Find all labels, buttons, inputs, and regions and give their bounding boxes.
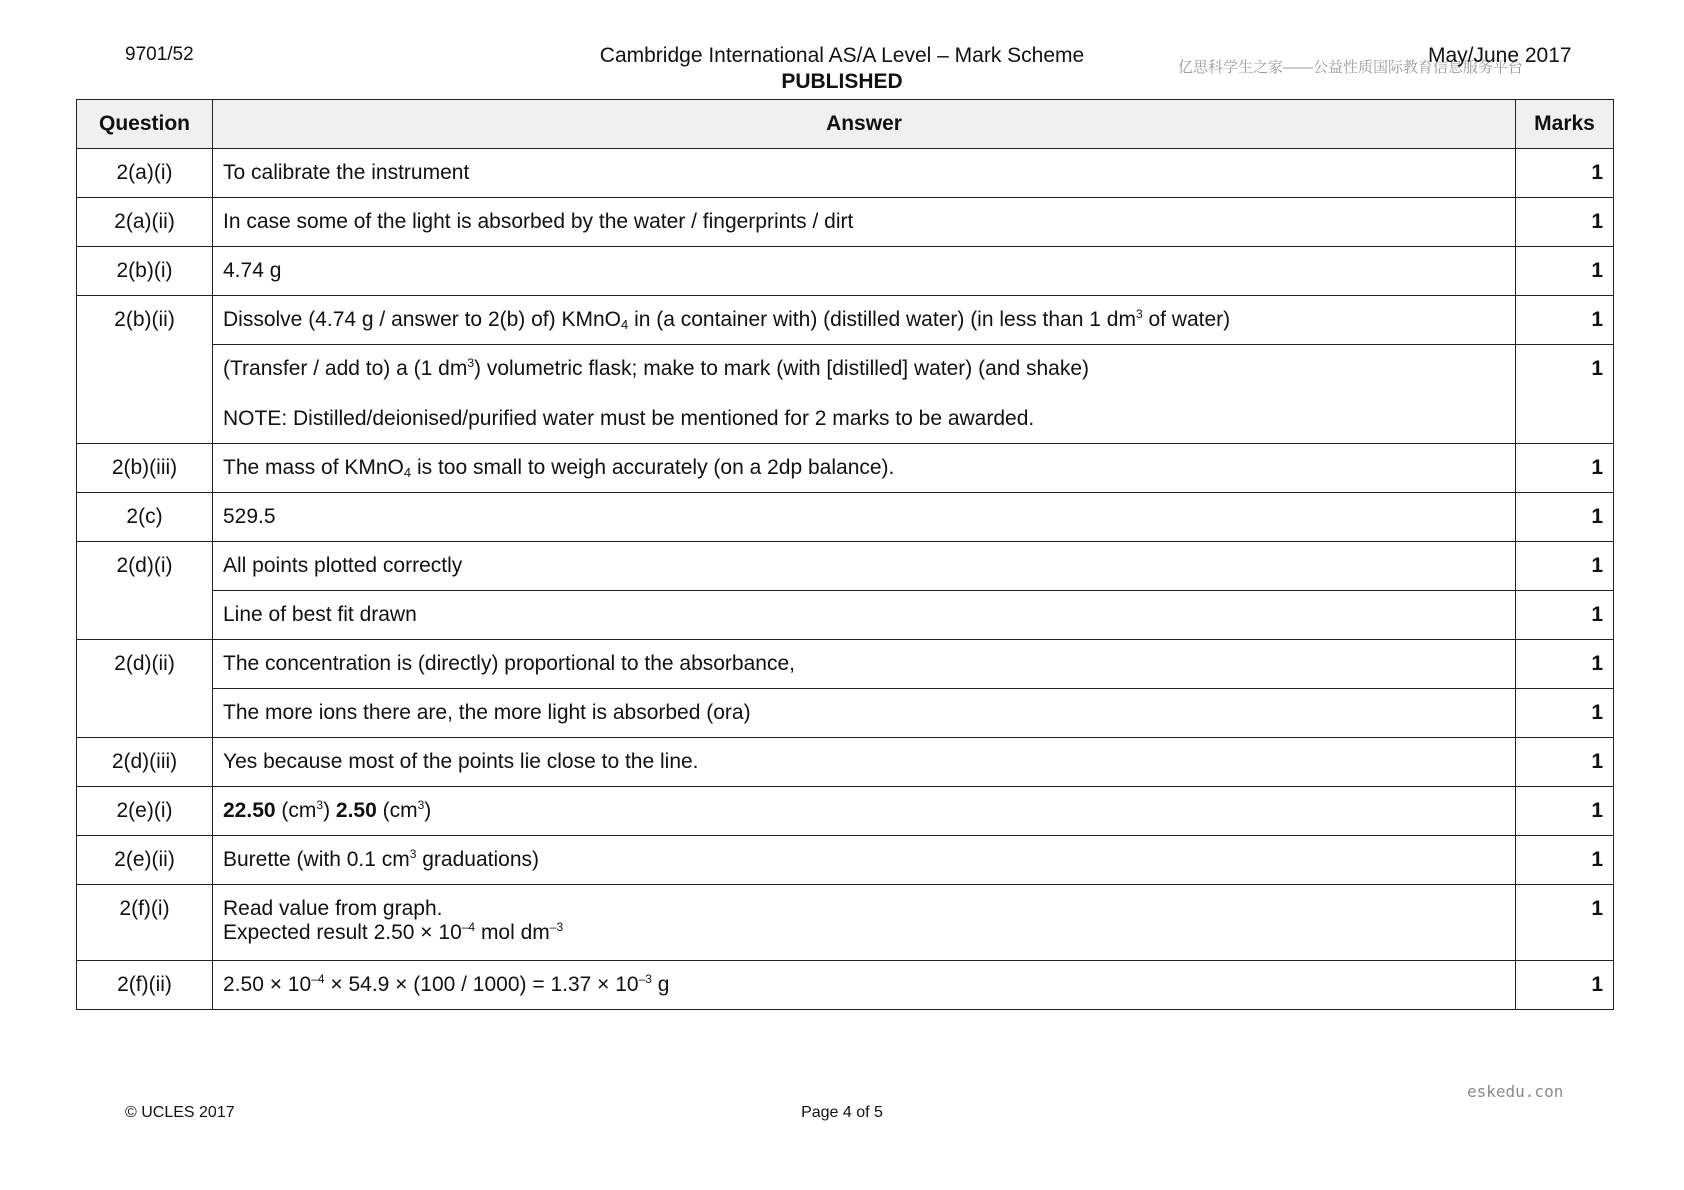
superscript: 3 [316,798,324,812]
marks-cell: 1 [1516,247,1614,296]
answer-value: 22.50 [223,799,276,822]
marks-cell: 1 [1516,787,1614,836]
table-row [77,493,1614,542]
superscript: –4 [311,972,325,986]
table-row [77,787,1614,836]
answer-text: ) volumetric flask; make to mark (with [distilled] water) (and shake) [474,357,1090,380]
marks-cell: 1 [1516,296,1614,345]
watermark-header: 亿思科学生之家——公益性质国际教育信息服务平台 [1178,59,1524,76]
marks-cell: 1 [1516,738,1614,787]
marks-cell: 1 [1516,444,1614,493]
answer-text: (Transfer / add to) a (1 dm [223,357,468,380]
question-cell: 2(a)(i) [77,149,213,198]
answer-cell: To calibrate the instrument [213,149,1516,198]
subscript: 4 [621,317,629,332]
answer-cell [213,885,1516,961]
question-cell: 2(c) [77,493,213,542]
marks-cell: 1 [1516,149,1614,198]
column-header-marks: Marks [1516,100,1614,149]
table-row [77,296,1614,345]
superscript: 3 [417,798,425,812]
marks-cell: 1 [1516,198,1614,247]
superscript: 3 [1135,307,1143,321]
answer-text: is too small to weigh accurately (on a 2dp balance). [411,456,895,479]
subscript: 4 [403,465,412,480]
question-cell: 2(e)(i) [77,787,213,836]
marks-cell: 1 [1516,885,1614,961]
answer-cell [213,836,1516,885]
marks-cell: 1 [1516,542,1614,591]
answer-cell: The concentration is (directly) proportional to the absorbance, [213,640,1516,689]
superscript: 3 [467,356,474,370]
answer-text: ) [323,799,336,822]
table-row [77,591,1614,640]
answer-cell: 4.74 g [213,247,1516,296]
superscript: –4 [461,920,476,934]
table-header-row [77,100,1614,149]
watermark-footer: eskedu.con [1467,1082,1564,1101]
question-cell: 2(f)(i) [77,885,213,961]
answer-cell: 529.5 [213,493,1516,542]
table-row [77,345,1614,444]
document-title: Cambridge International AS/A Level – Mark Scheme [599,44,1085,67]
superscript: –3 [549,920,564,934]
page-number: Page 4 of 5 [801,1104,883,1121]
table-row [77,198,1614,247]
question-cell: 2(d)(i) [77,542,213,640]
question-cell: 2(b)(ii) [77,296,213,444]
superscript: –3 [638,972,652,986]
answer-text: Burette (with 0.1 cm [223,848,410,871]
exam-session: May/June 2017 [1428,44,1572,67]
answer-cell: All points plotted correctly [213,542,1516,591]
question-cell: 2(a)(ii) [77,198,213,247]
marks-cell: 1 [1516,591,1614,640]
copyright: © UCLES 2017 [125,1104,235,1121]
answer-cell [213,961,1516,1010]
table-row [77,149,1614,198]
answer-cell [213,444,1516,493]
answer-text: The mass of KMnO [223,456,404,479]
answer-text: graduations) [416,848,539,871]
table-row [77,640,1614,689]
answer-text: Dissolve (4.74 g / answer to 2(b) of) KMnO [223,308,621,331]
paper-code: 9701/52 [125,44,194,65]
answer-cell [213,787,1516,836]
answer-cell [213,296,1516,345]
table-row [77,885,1614,961]
marks-cell: 1 [1516,689,1614,738]
answer-text: in (a container with) (distilled water) (in less than 1 dm [628,308,1136,331]
column-header-question: Question [77,100,213,149]
answer-text: (cm [376,799,418,822]
answer-text: mol dm [475,921,550,944]
question-cell: 2(d)(ii) [77,640,213,738]
table-row [77,738,1614,787]
table-row [77,689,1614,738]
marks-cell: 1 [1516,493,1614,542]
answer-cell: The more ions there are, the more light is absorbed (ora) [213,689,1516,738]
answer-value: 2.50 [335,799,377,822]
mark-scheme-table [76,99,1614,1010]
question-cell: 2(b)(iii) [77,444,213,493]
marks-cell: 1 [1516,961,1614,1010]
marks-cell: 1 [1516,345,1614,444]
marks-cell: 1 [1516,836,1614,885]
superscript: 3 [409,847,417,861]
question-cell: 2(d)(iii) [77,738,213,787]
question-cell: 2(b)(i) [77,247,213,296]
question-cell: 2(f)(ii) [77,961,213,1010]
answer-text: 2.50 × 10 [223,973,312,996]
table-row [77,961,1614,1010]
answer-text: g [651,973,670,996]
answer-cell: In case some of the light is absorbed by the water / fingerprints / dirt [213,198,1516,247]
table-row [77,542,1614,591]
answer-text: (cm [275,799,317,822]
answer-text: Read value from graph. [223,897,443,920]
answer-text: of water) [1142,308,1231,331]
table-row [77,836,1614,885]
answer-cell: Yes because most of the points lie close to the line. [213,738,1516,787]
table-row [77,444,1614,493]
answer-note: NOTE: Distilled/deionised/purified water must be mentioned for 2 marks to be awarded. [223,407,1035,430]
answer-text: × 54.9 × (100 / 1000) = 1.37 × 10 [324,973,639,996]
table-row [77,247,1614,296]
answer-cell: Line of best fit drawn [213,591,1516,640]
answer-cell [213,345,1516,444]
published-label: PUBLISHED [781,70,903,93]
column-header-answer: Answer [213,100,1516,149]
answer-text: ) [424,799,432,822]
question-cell: 2(e)(ii) [77,836,213,885]
answer-text: Expected result 2.50 × 10 [223,921,462,944]
marks-cell: 1 [1516,640,1614,689]
